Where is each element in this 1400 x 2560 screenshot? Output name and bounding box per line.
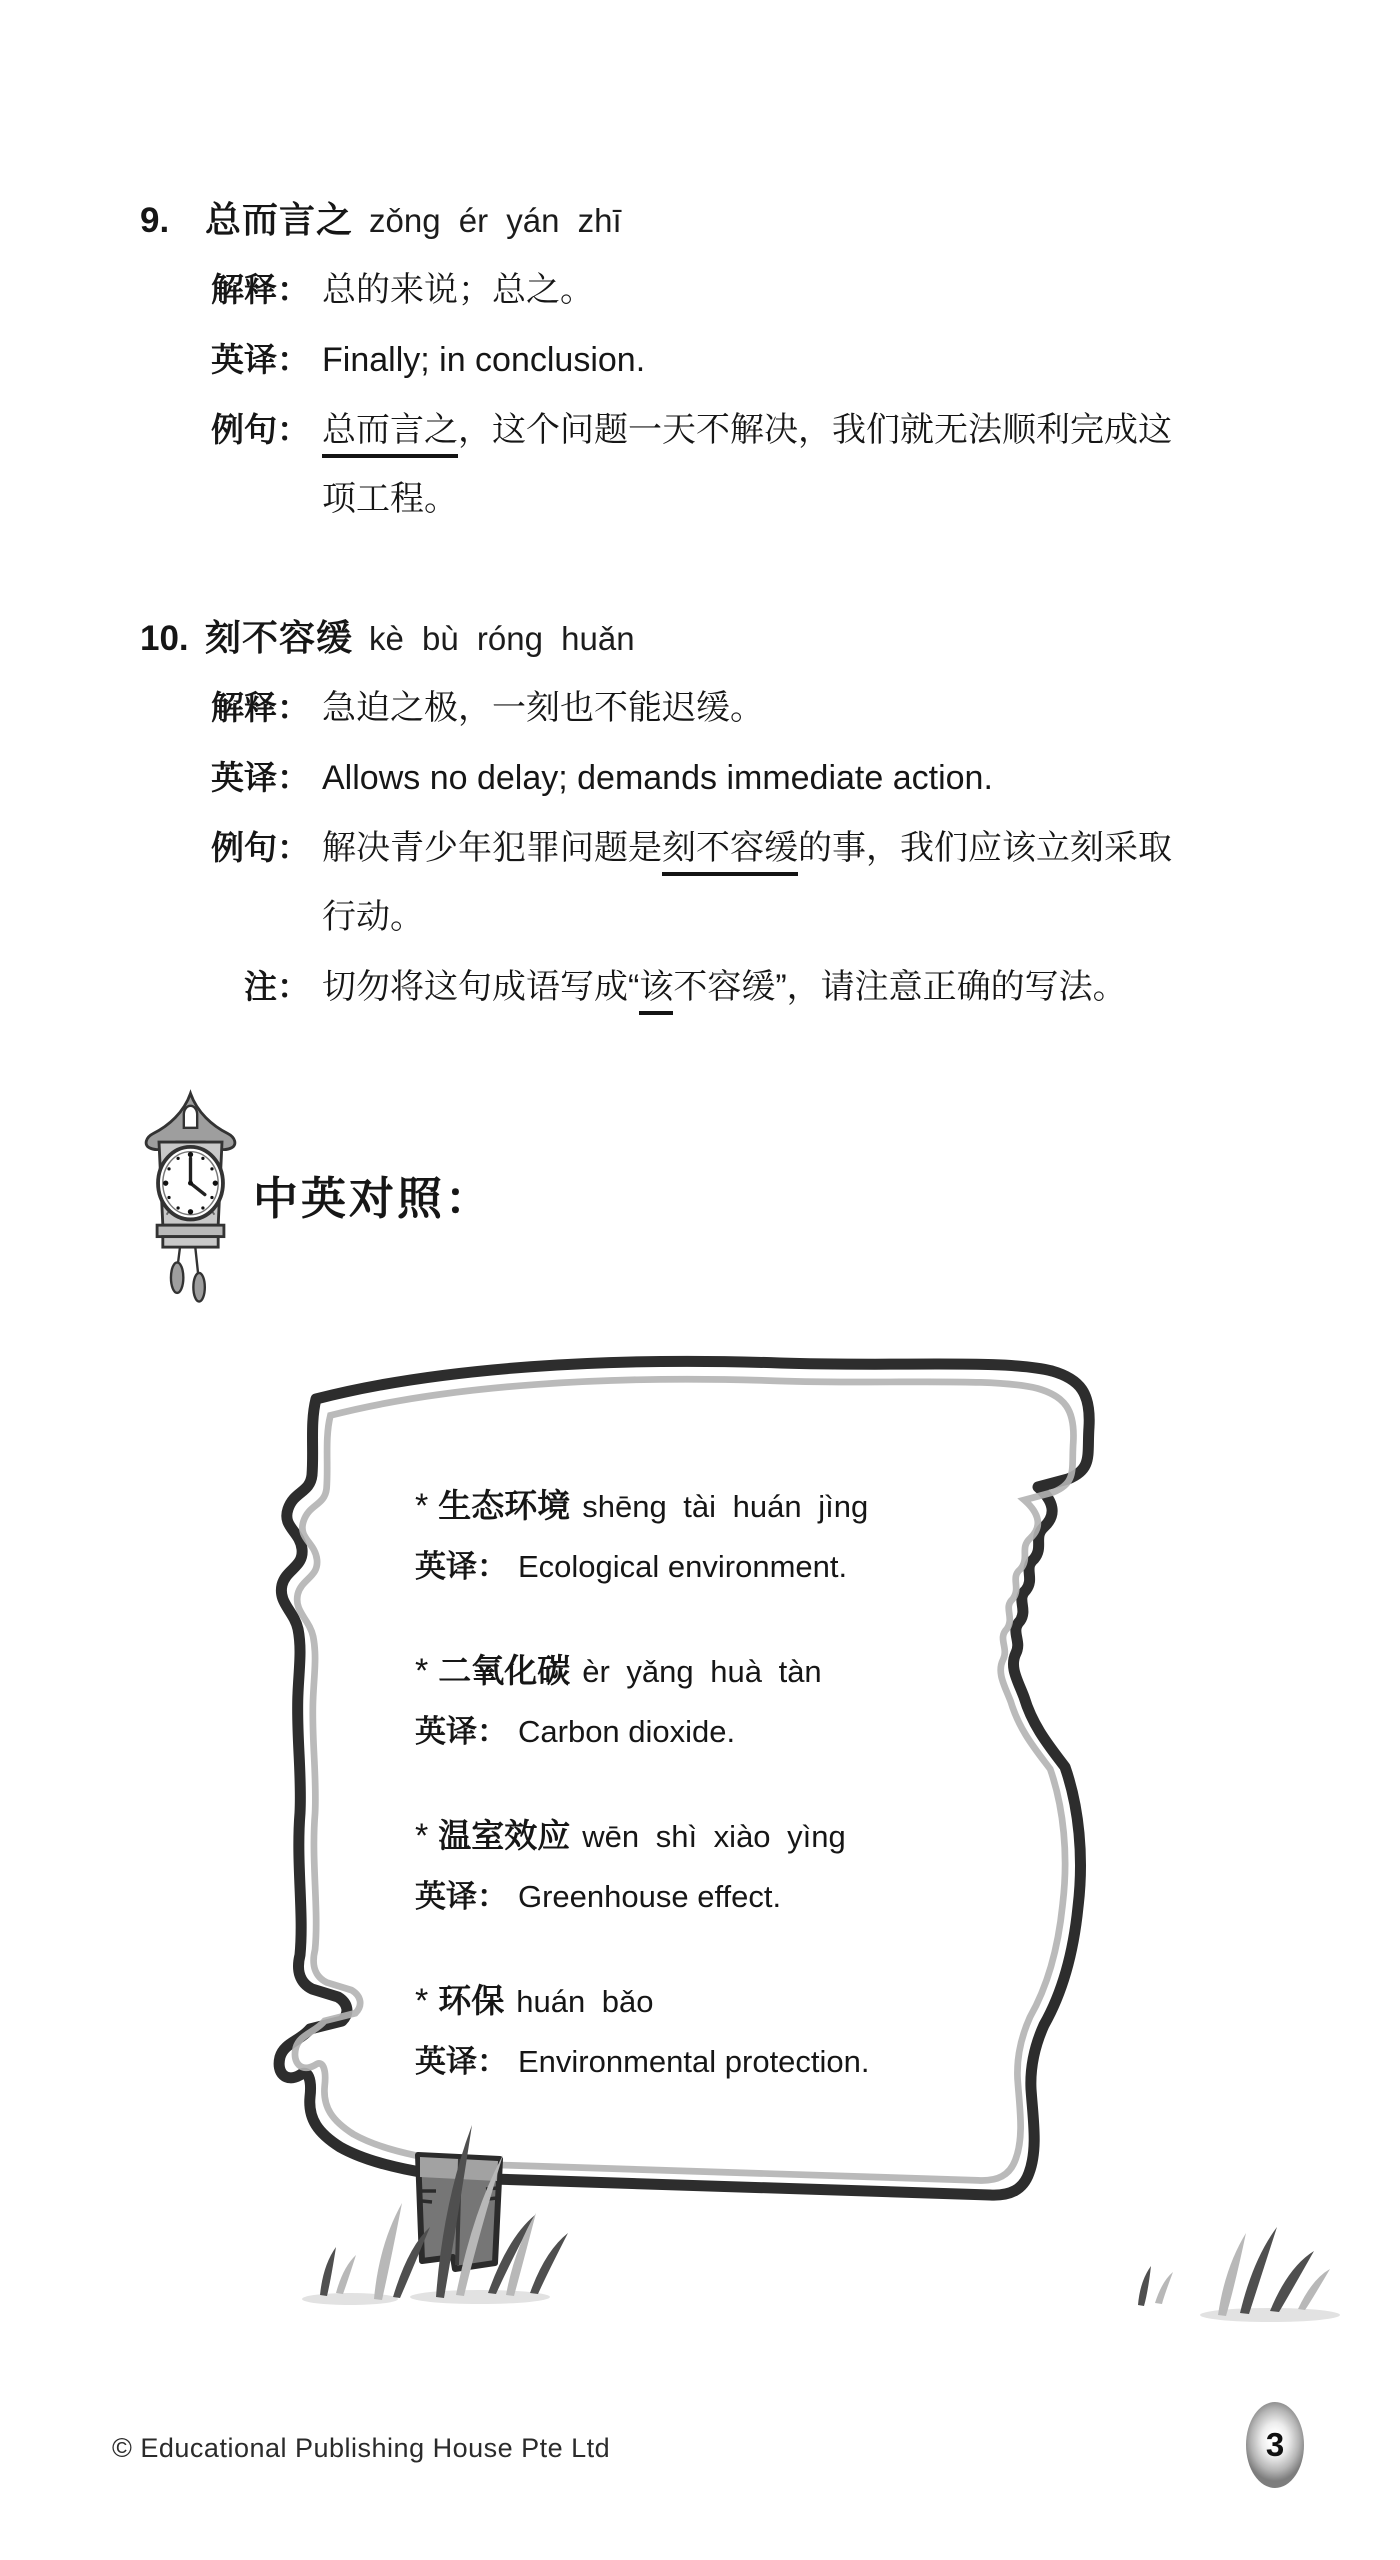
idiom-entries-section bbox=[140, 185, 1295, 1091]
entry-headword: 刻不容缓 bbox=[205, 617, 354, 658]
asterisk-bullet: * bbox=[415, 1652, 429, 1690]
vocab-translation: Ecological environment. bbox=[518, 1549, 848, 1584]
vocab-item bbox=[415, 1644, 1035, 1765]
example-label: 例句： bbox=[211, 411, 310, 448]
translation-text: Finally; in conclusion. bbox=[322, 341, 646, 379]
vocab-item bbox=[415, 1479, 1035, 1600]
example-label: 例句： bbox=[211, 829, 310, 866]
asterisk-bullet: * bbox=[415, 1817, 429, 1855]
sign-illustration bbox=[250, 1333, 1370, 2353]
vocab-translation: Environmental protection. bbox=[518, 2044, 870, 2079]
page-number-badge: 3 bbox=[1246, 2402, 1304, 2488]
entry-number: 9. bbox=[140, 201, 170, 240]
underlined-idiom: 总而言之 bbox=[322, 411, 458, 458]
definition-row bbox=[140, 673, 1295, 743]
entry-head bbox=[140, 185, 1295, 255]
vocab-term: 生态环境 bbox=[438, 1487, 571, 1524]
vocab-pinyin: shēng tài huán jìng bbox=[582, 1489, 869, 1524]
note-label: 注： bbox=[244, 968, 310, 1005]
vocab-term: 温室效应 bbox=[438, 1817, 571, 1854]
underlined-char: 该 bbox=[639, 968, 673, 1015]
vocab-item bbox=[415, 1809, 1035, 1930]
vocab-term: 环保 bbox=[438, 1982, 505, 2019]
translation-row bbox=[140, 325, 1295, 395]
idiom-entry-9 bbox=[140, 185, 1295, 534]
entry-head bbox=[140, 603, 1295, 673]
vocab-translation-label: 英译： bbox=[415, 1549, 508, 1584]
note-row bbox=[140, 952, 1295, 1022]
vocab-item bbox=[415, 1974, 1035, 2095]
vocab-term: 二氧化碳 bbox=[438, 1652, 571, 1689]
asterisk-bullet: * bbox=[415, 1487, 429, 1525]
example-row bbox=[140, 395, 1295, 534]
idiom-entry-10 bbox=[140, 603, 1295, 1022]
vocab-pinyin: èr yǎng huà tàn bbox=[582, 1654, 822, 1689]
section-title: 中英对照： bbox=[253, 1173, 494, 1224]
vocab-translation-label: 英译： bbox=[415, 2044, 508, 2079]
example-row bbox=[140, 813, 1295, 952]
definition-row bbox=[140, 255, 1295, 325]
definition-text: 急迫之极，一刻也不能迟缓。 bbox=[322, 689, 764, 727]
vocab-translation-label: 英译： bbox=[415, 1879, 508, 1914]
vocab-pinyin: huán bǎo bbox=[516, 1984, 654, 2019]
translation-row bbox=[140, 743, 1295, 813]
definition-text: 总的来说；总之。 bbox=[322, 271, 594, 309]
entry-pinyin: zǒng ér yán zhī bbox=[369, 202, 622, 239]
example-text: 解决青少年犯罪问题是刻不容缓的事，我们应该立刻采取 行动。 bbox=[322, 829, 1172, 936]
vocab-translation-label: 英译： bbox=[415, 1714, 508, 1749]
vocab-translation: Carbon dioxide. bbox=[518, 1714, 736, 1749]
translation-text: Allows no delay; demands immediate action. bbox=[322, 759, 993, 797]
definition-label: 解释： bbox=[211, 271, 310, 308]
entry-number: 10. bbox=[140, 619, 189, 658]
section-header bbox=[138, 1088, 243, 1311]
example-text: 总而言之，这个问题一天不解决，我们就无法顺利完成这 项工程。 bbox=[322, 411, 1172, 518]
definition-label: 解释： bbox=[211, 689, 310, 726]
entry-pinyin: kè bù róng huǎn bbox=[369, 620, 635, 657]
cuckoo-clock-icon bbox=[138, 1088, 243, 1306]
copyright-text: © Educational Publishing House Pte Ltd bbox=[112, 2433, 611, 2463]
vocab-pinyin: wēn shì xiào yìng bbox=[582, 1819, 846, 1854]
vocab-translation: Greenhouse effect. bbox=[518, 1879, 782, 1914]
asterisk-bullet: * bbox=[415, 1982, 429, 2020]
note-text: 切勿将这句成语写成“该不容缓”，请注意正确的写法。 bbox=[322, 953, 1287, 1022]
translation-label: 英译： bbox=[211, 759, 310, 796]
underlined-idiom: 刻不容缓 bbox=[662, 829, 798, 876]
entry-headword: 总而言之 bbox=[205, 199, 354, 240]
vocab-list bbox=[415, 1479, 1035, 2139]
translation-label: 英译： bbox=[211, 341, 310, 378]
